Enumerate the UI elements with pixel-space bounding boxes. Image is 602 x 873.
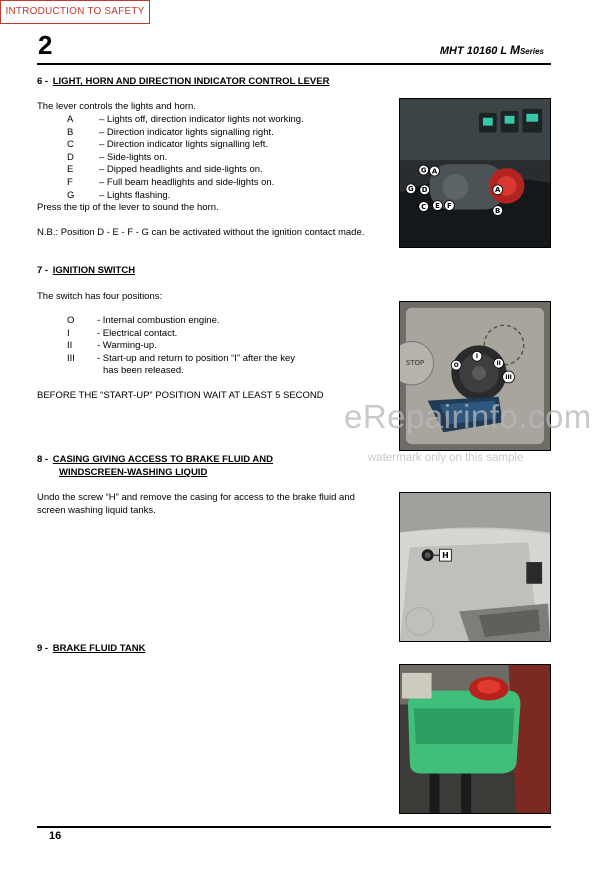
- ignition-label-i: I: [475, 354, 479, 361]
- ignition-label-ii: II: [496, 361, 501, 368]
- ignition-label-iii: III: [505, 374, 512, 381]
- brake-fluid-tank-photo: [399, 664, 551, 814]
- lever-label-e: E: [435, 202, 440, 211]
- list-item: E – Dipped headlights and side-lights on.: [67, 164, 263, 176]
- section-6-heading: [37, 76, 329, 87]
- casing-photo: [399, 492, 551, 642]
- section-8-body-line-2: screen washing liquid tanks.: [37, 504, 156, 516]
- section-8-title-1: CASING GIVING ACCESS TO BRAKE FLUID AND: [52, 454, 274, 465]
- section-7-intro: The switch has four positions:: [37, 291, 163, 302]
- list-item: A – Lights off, direction indicator lights not working.: [67, 114, 304, 125]
- section-8-number: 8 -: [37, 454, 49, 465]
- casing-label-h: H: [442, 551, 449, 561]
- section-7-warning: BEFORE THE “START-UP” POSITION WAIT AT LEAST 5 SECOND: [37, 390, 324, 401]
- header-rule: [37, 63, 551, 65]
- ignition-label-o: O: [453, 363, 459, 370]
- lever-label-c: C: [421, 203, 427, 212]
- section-6-title: LIGHT, HORN AND DIRECTION INDICATOR CONTROL LEVER: [52, 76, 330, 87]
- model-title: [440, 43, 544, 57]
- section-8-title-2: WINDSCREEN-WASHING LIQUID: [59, 467, 208, 478]
- section-6-number: 6 -: [37, 76, 49, 87]
- section-7-number: 7 -: [37, 265, 49, 276]
- list-item: II - Warming-up.: [67, 340, 157, 352]
- list-item: F – Full beam headlights and side-lights on.: [67, 176, 275, 188]
- page-number: 16: [49, 830, 62, 842]
- model-ms: M: [509, 43, 520, 57]
- section-8-heading-2: [59, 467, 207, 478]
- lever-label-f: F: [446, 202, 452, 211]
- list-item: B – Direction indicator lights signalling right.: [67, 126, 274, 138]
- section-7-heading: [37, 265, 135, 276]
- section-8-body-line-1: Undo the screw “H” and remove the casing for access to the brake fluid and: [37, 492, 355, 503]
- lever-label-a2: A: [495, 186, 501, 195]
- model-name: MHT 10160 L: [439, 45, 507, 57]
- list-item: has been released.: [103, 365, 184, 377]
- list-item: G – Lights flashing.: [67, 189, 171, 201]
- section-8-body: [37, 492, 355, 517]
- section-9-title: BRAKE FLUID TANK: [52, 643, 146, 654]
- section-8-heading: [37, 454, 273, 465]
- list-item: D – Side-lights on.: [67, 151, 168, 163]
- section-7-list: [67, 315, 295, 378]
- list-item: O - Internal combustion engine.: [67, 315, 220, 326]
- stop-label: STOP: [405, 359, 425, 368]
- lever-photo: [399, 98, 551, 248]
- section-9-heading: [37, 643, 145, 654]
- watermark-brand: eRepairinfo.com: [344, 398, 592, 435]
- section-6-intro: The lever controls the lights and horn.: [37, 101, 196, 112]
- chapter-number: 2: [38, 30, 53, 60]
- lever-label-a: A: [431, 167, 438, 176]
- list-item: III - Start-up and return to position “I” after the key: [67, 352, 296, 364]
- section-7-title: IGNITION SWITCH: [52, 265, 136, 276]
- section-6-note: N.B.: Position D - E - F - G can be activated without the ignition contact made.: [37, 227, 365, 238]
- model-series: Series: [519, 47, 544, 56]
- section-6-horn-text: Press the tip of the lever to sound the horn.: [37, 202, 219, 213]
- lever-label-d: D: [421, 186, 428, 195]
- introduction-to-safety-tab[interactable]: INTRODUCTION TO SAFETY: [0, 0, 150, 24]
- lever-label-b: B: [495, 206, 501, 215]
- list-item: I - Electrical contact.: [67, 327, 178, 339]
- lever-label-g: G: [420, 166, 427, 175]
- list-item: C – Direction indicator lights signalling left.: [67, 139, 268, 151]
- lever-label-g2: G: [408, 185, 414, 194]
- footer-rule: [37, 826, 551, 828]
- section-9-number: 9 -: [37, 643, 49, 654]
- watermark-note: watermark only on this sample: [368, 452, 524, 464]
- section-6-list: [67, 114, 304, 202]
